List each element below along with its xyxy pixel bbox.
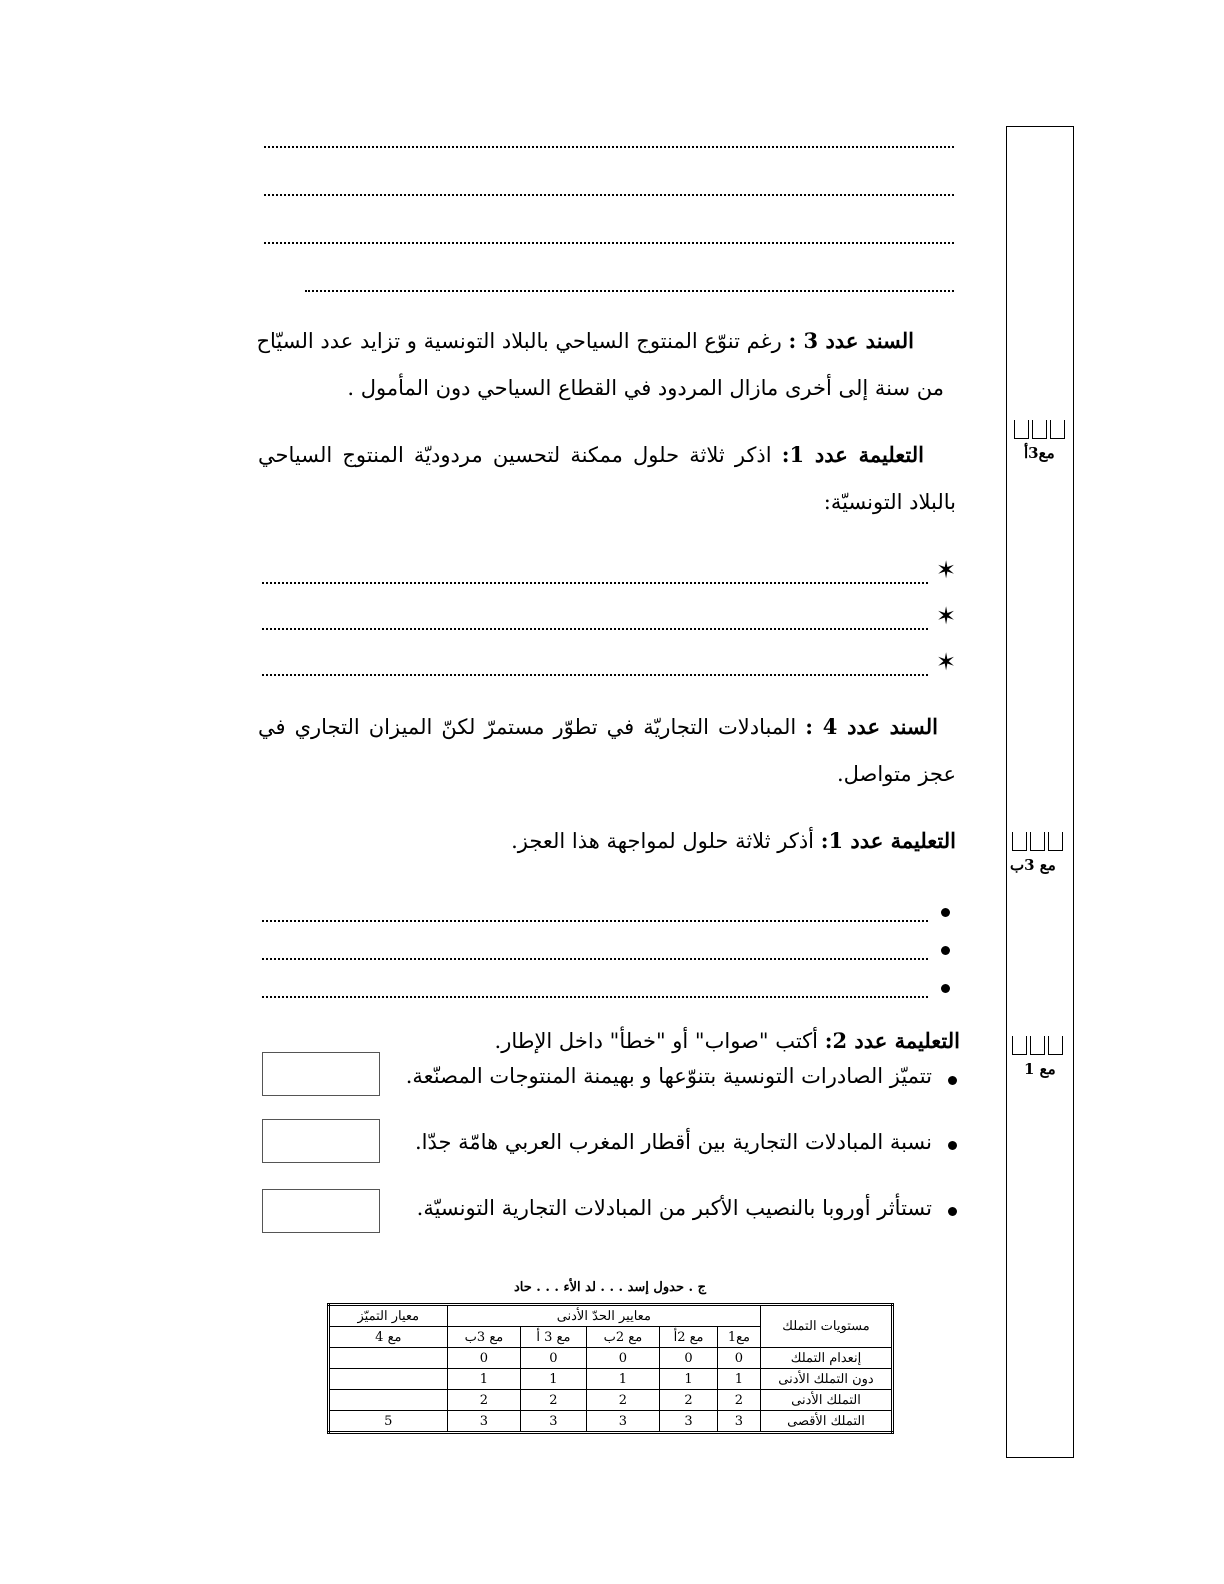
grid-cell (329, 1348, 448, 1369)
doc3-label: السند عدد 3 : (788, 328, 914, 353)
tf-answer-box-1[interactable] (262, 1052, 380, 1096)
grid-header-excel: معيار التميّز (329, 1305, 448, 1327)
grading-grid (327, 1303, 894, 1434)
grid-cell: 2 (521, 1390, 586, 1411)
grid-criterion: مع1 (717, 1327, 760, 1348)
grid-cell: 1 (660, 1369, 718, 1390)
grid-row (329, 1390, 893, 1411)
grid-cell (329, 1390, 448, 1411)
grid-cell: 3 (521, 1411, 586, 1433)
doc4-label: السند عدد 4 : (805, 714, 938, 739)
tf-statement-2: نسبة المبادلات التجارية بين أقطار المغرب العربي هامّة جدّا. (414, 1130, 932, 1154)
answer-line[interactable] (262, 974, 928, 998)
grid-row (329, 1369, 893, 1390)
bullet-icon (948, 1076, 957, 1085)
doc4-text-1: المبادلات التجاريّة في تطوّر مستمرّ لكنّ الميزان التجاري في (258, 715, 797, 739)
bullet-icon (948, 1207, 957, 1216)
answer-line[interactable] (262, 898, 928, 922)
grid-cell: 3 (447, 1411, 521, 1433)
grid-cell (329, 1369, 448, 1390)
tf-answer-box-3[interactable] (262, 1189, 380, 1233)
grid-cell: 3 (717, 1411, 760, 1433)
instr4-2 (495, 1028, 960, 1053)
score-boxes[interactable] (1014, 420, 1066, 440)
bullet-icon (948, 1141, 957, 1150)
instr3-text-1: اذكر ثلاثة حلول ممكنة لتحسين مردوديّة المنتوج السياحي (258, 443, 772, 467)
bullet-icon (941, 908, 950, 917)
criterion-label: مع 3ب (1010, 856, 1056, 874)
grid-cell: 0 (521, 1348, 586, 1369)
grid-criterion: مع 3 أ (521, 1327, 586, 1348)
grid-criterion: مع 3ب (447, 1327, 521, 1348)
grid-cell: 2 (717, 1390, 760, 1411)
answer-line[interactable] (264, 172, 954, 196)
grid-cell: 3 (586, 1411, 660, 1433)
grid-cell: 1 (447, 1369, 521, 1390)
grid-header-min: معايير الحدّ الأدنى (447, 1305, 760, 1327)
answer-line[interactable] (262, 606, 928, 630)
grid-criterion: مع 2ب (586, 1327, 660, 1348)
star-bullet-icon: ✶ (936, 648, 957, 676)
score-boxes[interactable] (1012, 832, 1064, 852)
grid-cell: 0 (447, 1348, 521, 1369)
doc3-line2: من سنة إلى أخرى مازال المردود في القطاع السياحي دون المأمول . (347, 376, 944, 400)
doc3-text-1: رغم تنوّع المنتوج السياحي بالبلاد التونسية و تزايد عدد السيّاح (256, 329, 782, 353)
criterion-label: مع3أ (1024, 444, 1055, 462)
grid-row (329, 1411, 893, 1433)
bullet-icon (941, 984, 950, 993)
grid-criterion: مع 4 (329, 1327, 448, 1348)
grid-cell: 1 (521, 1369, 586, 1390)
grid-level: التملك الأقصى (761, 1411, 893, 1433)
grid-cell: 2 (660, 1390, 718, 1411)
grid-row (329, 1348, 893, 1369)
instr3-line1 (258, 442, 924, 467)
answer-line[interactable] (262, 560, 928, 584)
grid-header-levels: مستويات التملك (761, 1305, 893, 1348)
star-bullet-icon: ✶ (936, 556, 957, 584)
grid-level: دون التملك الأدنى (761, 1369, 893, 1390)
grid-cell: 1 (586, 1369, 660, 1390)
instr4-1-label: التعليمة عدد 1: (820, 828, 956, 853)
instr4-2-label: التعليمة عدد 2: (824, 1028, 960, 1053)
answer-line[interactable] (264, 124, 954, 148)
instr4-1 (511, 828, 956, 853)
grading-margin (1006, 126, 1074, 1458)
tf-answer-box-2[interactable] (262, 1119, 380, 1163)
instr3-label: التعليمة عدد 1: (781, 442, 924, 467)
instr4-2-text: أكتب "صواب" أو "خطأ" داخل الإطار. (494, 1029, 818, 1053)
grid-cell: 2 (447, 1390, 521, 1411)
bullet-icon (941, 946, 950, 955)
grid-level: إنعدام التملك (761, 1348, 893, 1369)
instr4-1-text: أذكر ثلاثة حلول لمواجهة هذا العجز. (511, 829, 814, 853)
tf-statement-3: تستأثر أوروبا بالنصيب الأكبر من المبادلات التجارية التونسيّة. (416, 1196, 932, 1220)
grid-cell: 0 (717, 1348, 760, 1369)
grid-cell: 0 (660, 1348, 718, 1369)
grid-cell: 5 (329, 1411, 448, 1433)
doc4-line2: عجز متواصل. (836, 762, 956, 786)
instr3-line2: بالبلاد التونسيّة: (823, 490, 956, 514)
grid-criterion: مع 2أ (660, 1327, 718, 1348)
doc4-line1 (258, 714, 938, 739)
grid-cell: 0 (586, 1348, 660, 1369)
criterion-label: مع 1 (1024, 1060, 1056, 1078)
grid-cell: 3 (660, 1411, 718, 1433)
answer-line[interactable] (262, 652, 928, 676)
grid-cell: 2 (586, 1390, 660, 1411)
tf-statement-1: تتميّز الصادرات التونسية بتنوّعها و بهيمنة المنتوجات المصنّعة. (405, 1064, 932, 1088)
score-boxes[interactable] (1012, 1036, 1064, 1056)
doc3-line1 (258, 328, 914, 353)
answer-line[interactable] (305, 268, 954, 292)
star-bullet-icon: ✶ (936, 602, 957, 630)
grid-caption: ج . حدول إسد . . . لد الأء . . . حاد (513, 1280, 706, 1295)
answer-line[interactable] (264, 220, 954, 244)
grid-level: التملك الأدنى (761, 1390, 893, 1411)
grid-cell: 1 (717, 1369, 760, 1390)
answer-line[interactable] (262, 936, 928, 960)
